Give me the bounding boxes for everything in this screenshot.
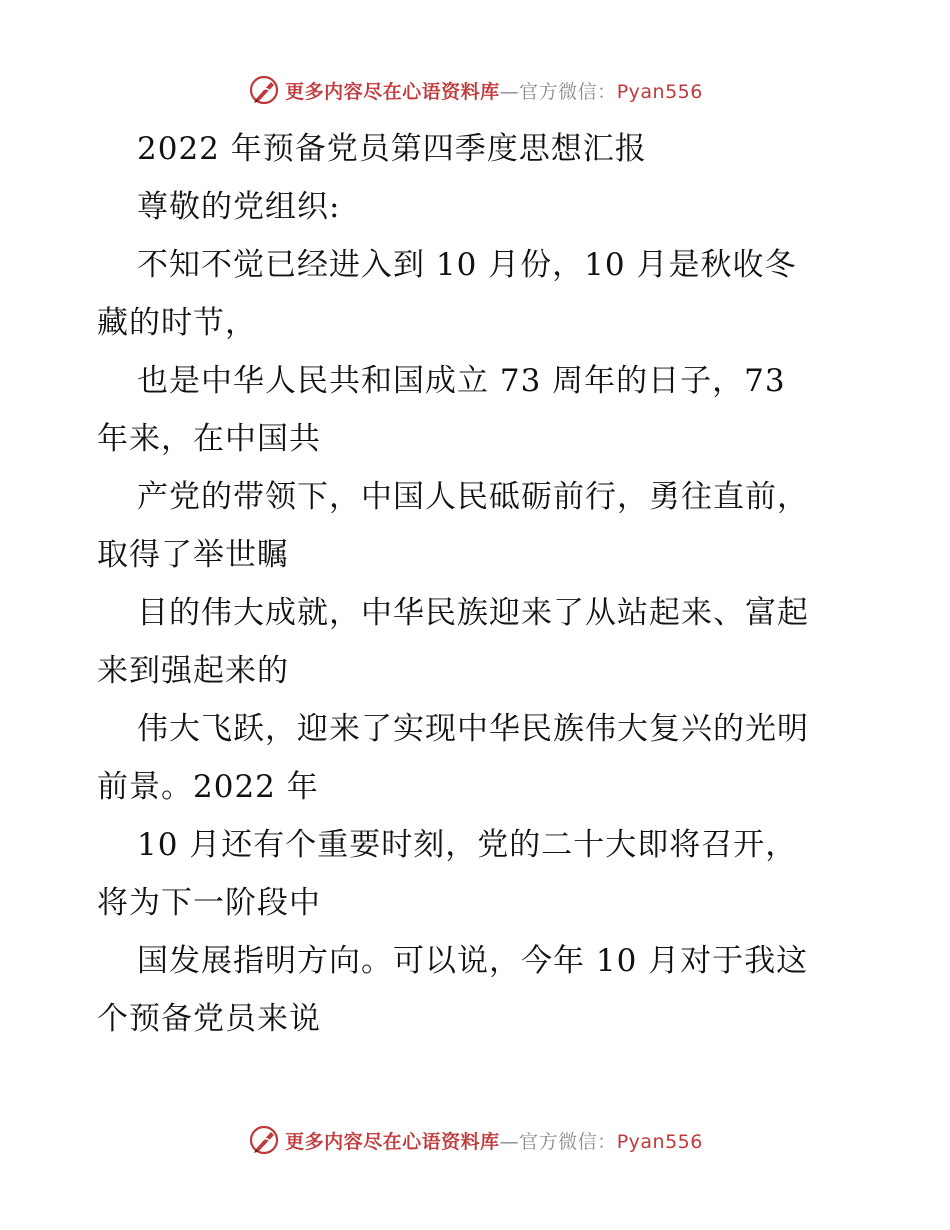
document-body	[97, 120, 857, 1048]
watermark-wechat-label: 官方微信：	[519, 80, 617, 103]
body-text-line: 取得了举世瞩	[97, 537, 289, 573]
watermark-site-text: 更多内容尽在心语资料库	[285, 80, 500, 103]
pen-logo-icon	[247, 73, 281, 107]
watermark-site-text: 更多内容尽在心语资料库	[285, 1130, 500, 1153]
body-text-line: 不知不觉已经进入到 10 月份，10 月是秋收冬	[137, 247, 797, 283]
watermark-dash: —	[499, 1130, 520, 1153]
watermark-wechat-id: Pyan556	[616, 1130, 703, 1153]
body-text-line: 个预备党员来说	[97, 1001, 321, 1037]
body-text-line: 年来，在中国共	[97, 421, 321, 457]
watermark-text	[285, 77, 703, 104]
watermark-dash: —	[499, 80, 520, 103]
body-text-line: 目的伟大成就，中华民族迎来了从站起来、富起	[137, 595, 809, 631]
footer-watermark	[0, 1120, 950, 1160]
paragraph-lines	[97, 236, 857, 1048]
watermark-text	[285, 1127, 703, 1154]
body-text-line: 藏的时节，	[97, 305, 257, 341]
body-text-line: 来到强起来的	[97, 653, 289, 689]
document-title: 2022 年预备党员第四季度思想汇报	[137, 131, 647, 167]
body-text-line: 将为下一阶段中	[97, 885, 321, 921]
body-text-line: 产党的带领下，中国人民砥砺前行，勇往直前，	[137, 479, 809, 515]
header-watermark	[0, 70, 950, 110]
body-text-line: 国发展指明方向。可以说，今年 10 月对于我这	[137, 943, 809, 979]
pen-logo-icon	[247, 1123, 281, 1157]
watermark-wechat-id: Pyan556	[616, 80, 703, 103]
body-text-line: 也是中华人民共和国成立 73 周年的日子，73	[137, 363, 786, 399]
document-salutation: 尊敬的党组织:	[137, 189, 341, 225]
body-text-line: 伟大飞跃，迎来了实现中华民族伟大复兴的光明	[137, 711, 809, 747]
watermark-wechat-label: 官方微信：	[519, 1130, 617, 1153]
body-text-line: 10 月还有个重要时刻，党的二十大即将召开，	[137, 827, 798, 863]
body-text-line: 前景。2022 年	[97, 769, 319, 805]
